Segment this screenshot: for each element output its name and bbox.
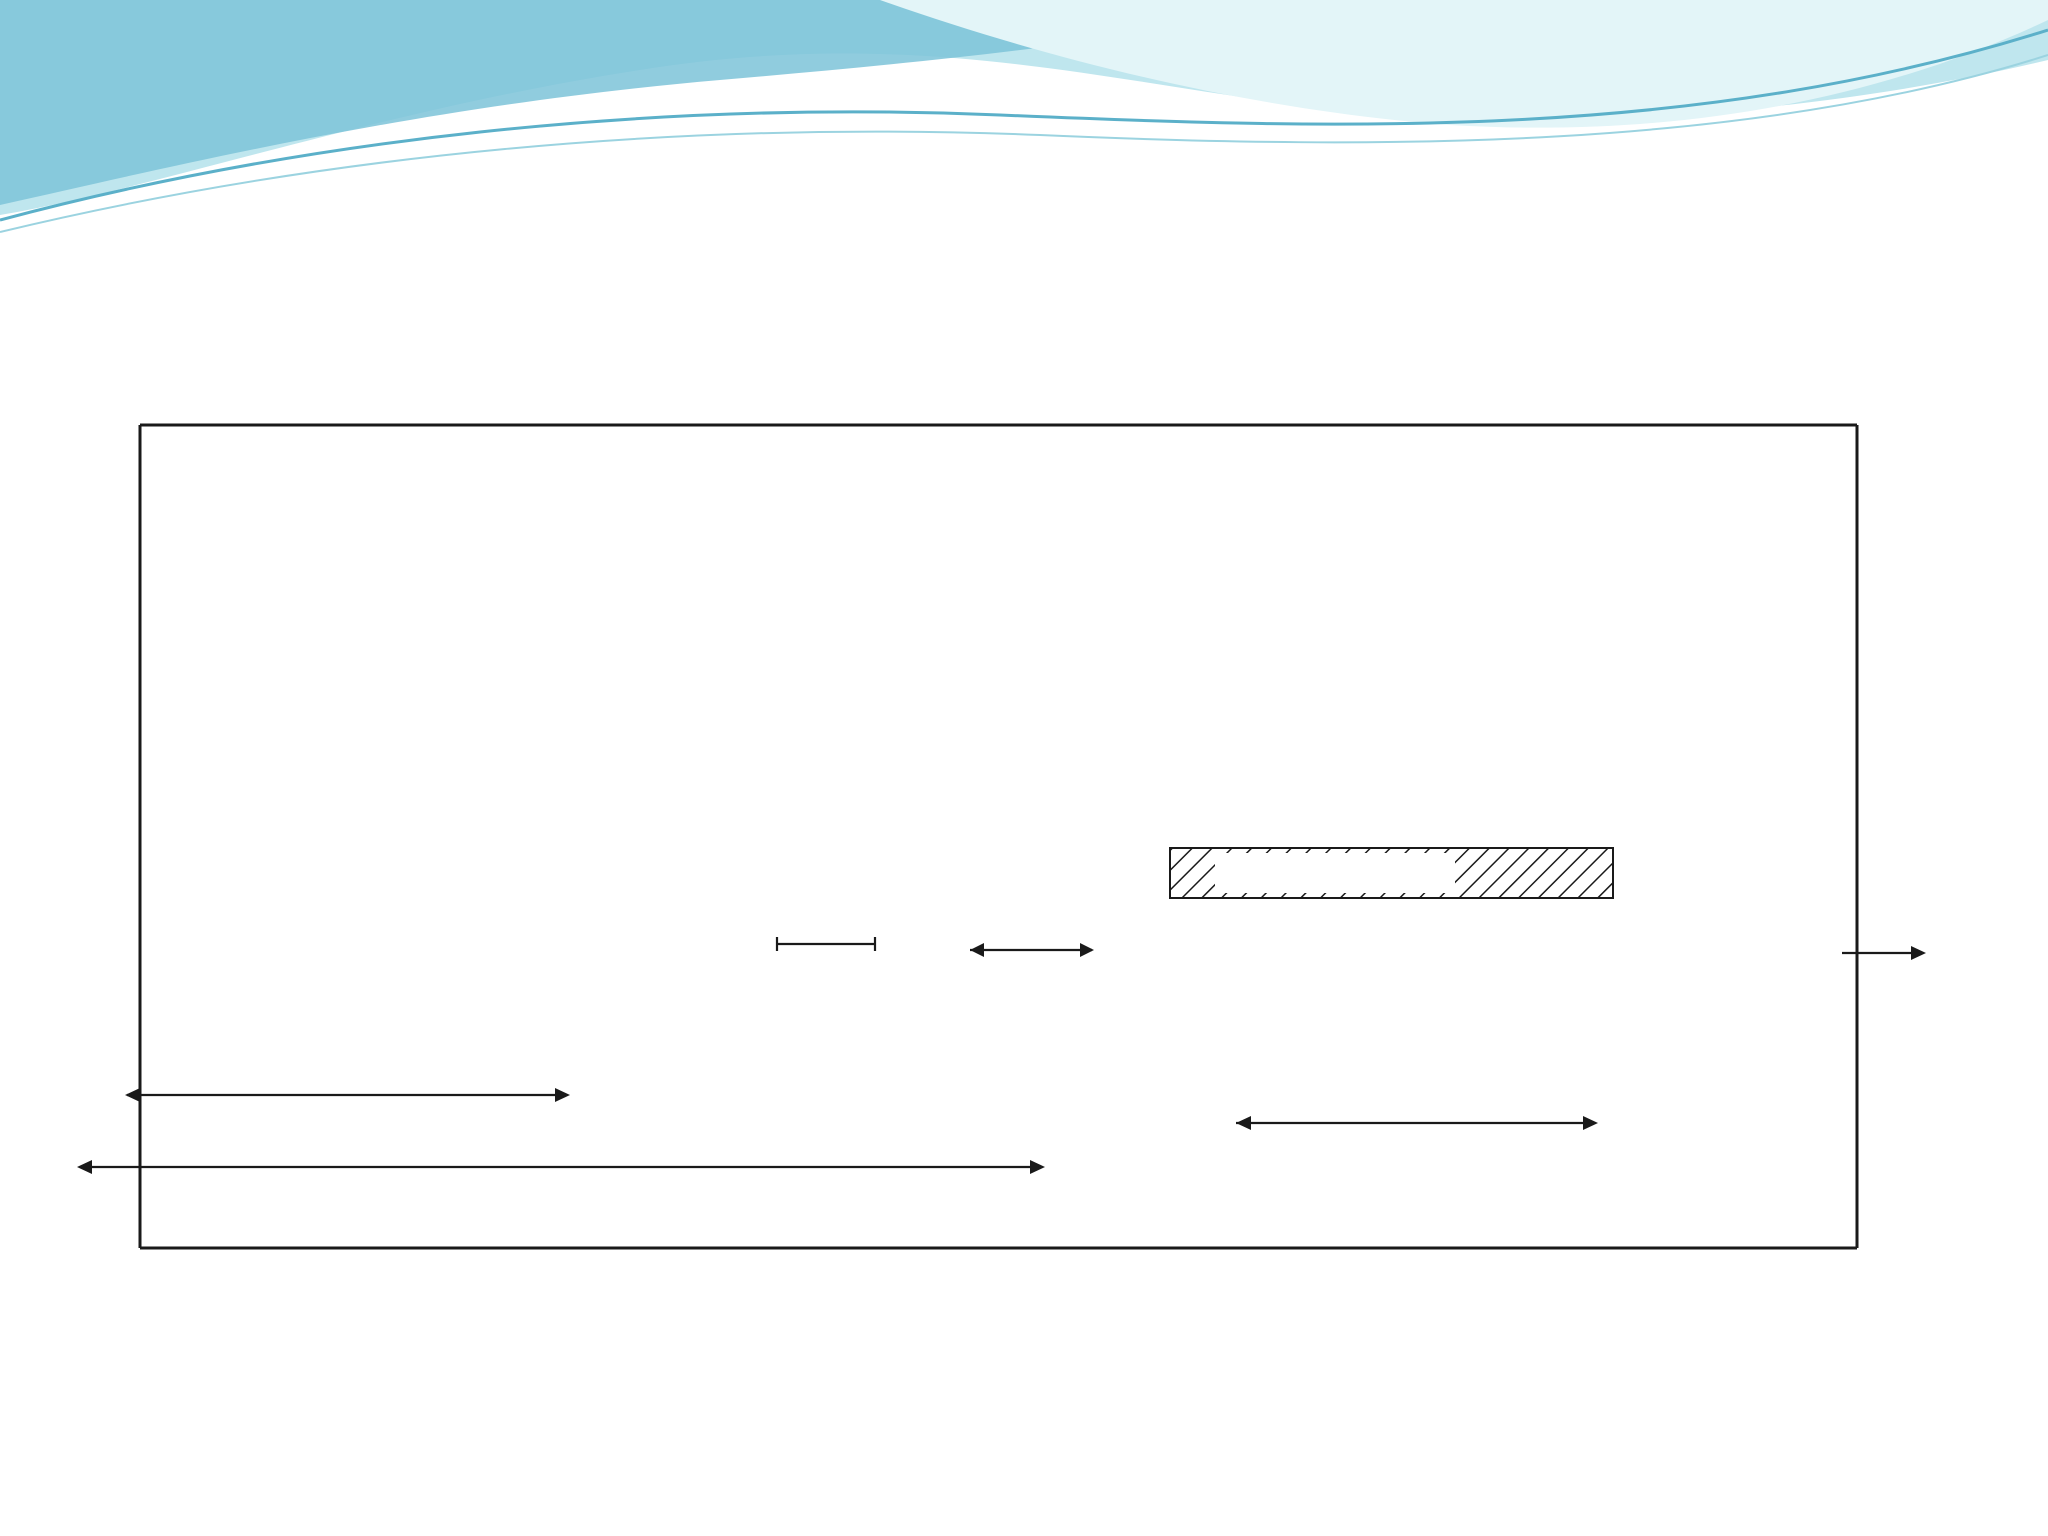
oth-radar-annotation [970,943,1094,957]
radar-frequencies-band [1170,848,1613,898]
microwave-region-annotation [1236,1116,1598,1130]
header-wave-decoration [0,0,2048,232]
audio-frequencies-annotation [125,1088,570,1102]
far-infrared-annotation [1842,946,1926,960]
broadcast-band-annotation [777,937,875,951]
spectrum-frame [140,425,1857,1248]
video-frequencies-annotation [77,1160,1045,1174]
